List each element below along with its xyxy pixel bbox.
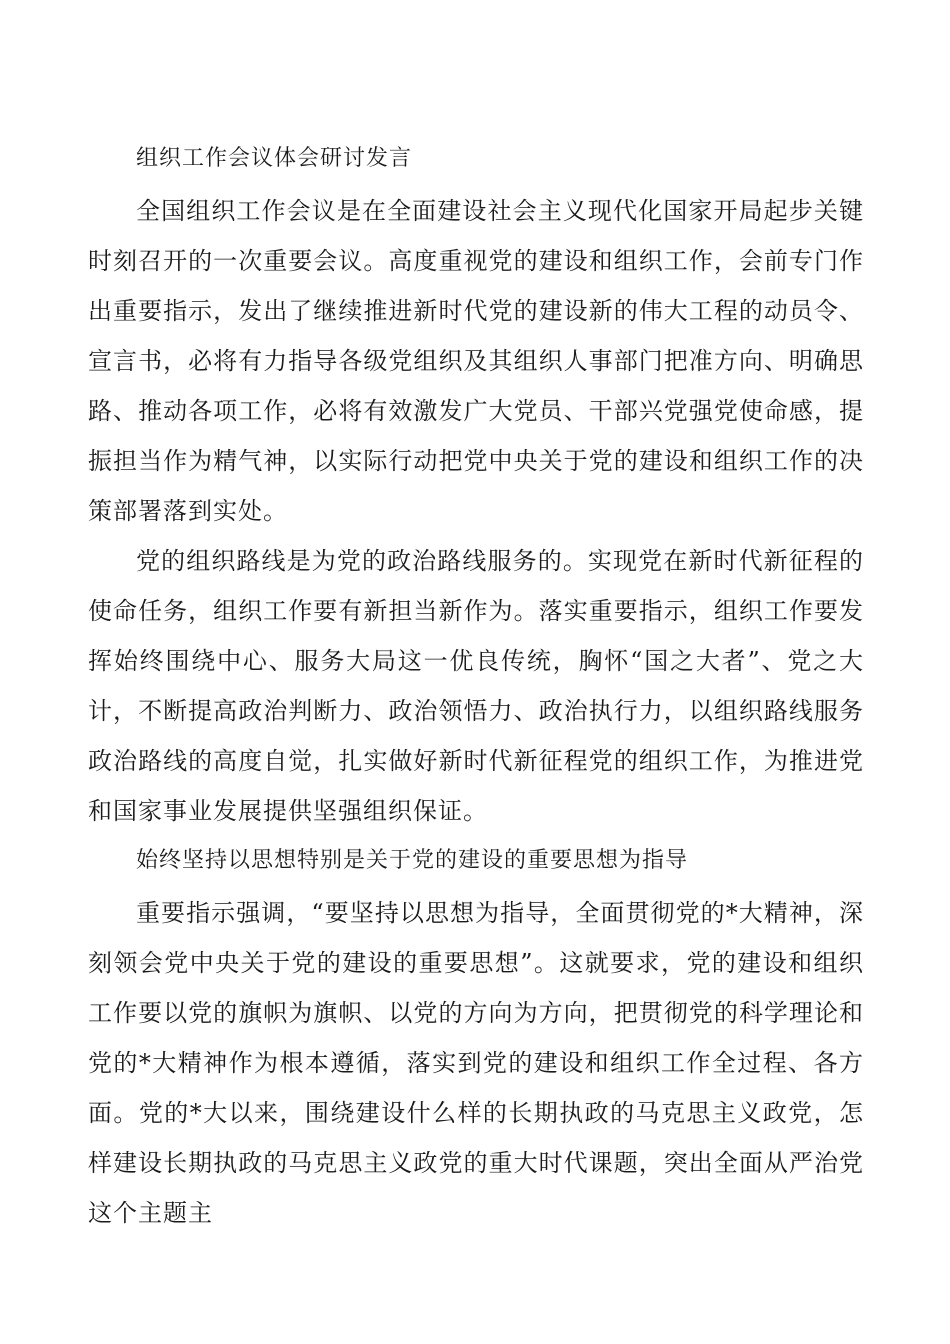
paragraph-2: 党的组织路线是为党的政治路线服务的。实现党在新时代新征程的使命任务，组织工作要有新担当新作为。落实重要指示，组织工作要发挥始终围绕中心、服务大局这一优良传统，胸怀“国之大者”、党之大计，不断提高政治判断力、政治领悟力、政治执行力，以组织路线服务政治路线的高度自觉，扎实做好新时代新征程党的组织工作，为推进党和国家事业发展提供坚强组织保证。: [88, 547, 864, 825]
document-page: [88, 138, 864, 1238]
paragraph-3: 重要指示强调，“要坚持以思想为指导，全面贯彻党的*大精神，深刻领会党中央关于党的建设的重要思想”。这就要求，党的建设和组织工作要以党的旗帜为旗帜、以党的方向为方向，把贯彻党的科学理论和党的*大精神作为根本遵循，落实到党的建设和组织工作全过程、各方面。党的*大以来，围绕建设什么样的长期执政的马克思主义政党，怎样建设长期执政的马克思主义政党的重大时代课题，突出全面从严治党这个主题主: [88, 899, 864, 1227]
paragraph-1: 全国组织工作会议是在全面建设社会主义现代化国家开局起步关键时刻召开的一次重要会议。高度重视党的建设和组织工作，会前专门作出重要指示，发出了继续推进新时代党的建设新的伟大工程的动员令、宣言书，必将有力指导各级党组织及其组织人事部门把准方向、明确思路、推动各项工作，必将有效激发广大党员、干部兴党强党使命感，提振担当作为精气神，以实际行动把党中央关于党的建设和组织工作的决策部署落到实处。: [88, 197, 864, 525]
section-subheading: 始终坚持以思想特别是关于党的建设的重要思想为指导: [136, 848, 689, 873]
document-title: 组织工作会议体会研讨发言: [136, 146, 413, 171]
